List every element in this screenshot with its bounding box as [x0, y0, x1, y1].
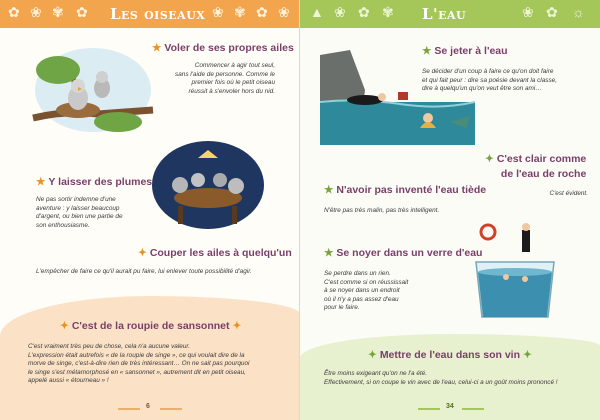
heading-y-laisser-des-plumes: ★ Y laisser des plumes	[36, 176, 153, 188]
heading-clair-comme-eau-de-roche: ✦ C'est clair comme de l'eau de roche	[485, 153, 587, 180]
star-icon: ★	[324, 247, 334, 259]
bird-nest-illustration	[28, 40, 158, 140]
bird-icon: ❀	[212, 4, 224, 20]
page-number-rule	[418, 408, 440, 410]
right-page-number: 34	[446, 403, 454, 410]
card-table-illustration	[150, 140, 265, 230]
heading-se-jeter-a-l-eau: ★ Se jeter à l'eau	[422, 45, 508, 57]
left-header-band	[0, 0, 300, 28]
right-header-band	[300, 0, 600, 28]
glass-of-water-illustration	[470, 222, 560, 322]
text-couper-les-ailes: L'empêcher de faire ce qu'il aurait pu faire, lui enlever toute possibilité d'agir.	[36, 268, 252, 275]
page-number-rule	[118, 408, 140, 410]
text-se-noyer-dans-un-verre: Se perdre dans un rien. C'est comme si on réussissait à se noyer dans un endroit où il n'y a pas assez d'eau pour le faire.	[324, 270, 409, 312]
diving-illustration	[320, 50, 475, 145]
island-icon: ❀	[522, 4, 534, 20]
tree-icon: ▲	[310, 4, 324, 20]
text-clair-comme-eau-de-roche: C'est évident.	[549, 190, 588, 197]
sun-icon: ☼	[572, 4, 585, 20]
sparkle-icon: ✦	[368, 349, 377, 361]
text-se-jeter-a-l-eau: Se décider d'un coup à faire ce qu'on doit faire et qui fait peur : dire sa poésie devant la classe, dire à quelqu'un qu'on veut être son ami…	[422, 68, 557, 93]
text-roupie-de-sansonnet: C'est vraiment très peu de chose, cela n'a aucune valeur. L'expression était autrefois « de la roupie de singe », ce qui voulait dire de la morve de singe, c'est-à-dire rien de très intéressant… On ne sait pas pourquoi le singe s'est métamorphosé en « sansonnet », autrement dit en petit oiseau, appelé aussi « étourneau » !	[28, 343, 250, 385]
text-eau-tiede: N'être pas très malin, pas très intelligent.	[324, 207, 440, 214]
star-icon: ★	[422, 45, 432, 57]
heading-voler-de-ses-propres-ailes: ★ Voler de ses propres ailes	[152, 42, 294, 54]
heading-couper-les-ailes: ✦ Couper les ailes à quelqu'un	[138, 247, 292, 259]
fish-icon: ❀	[334, 4, 346, 20]
leaf-icon: ❀	[30, 4, 42, 20]
grass-icon: ✿	[358, 4, 370, 20]
star-icon: ★	[152, 42, 162, 54]
right-page-title: L'eau	[422, 5, 467, 23]
sparkle-icon: ✦	[232, 320, 242, 332]
heading-eau-tiede: ★ N'avoir pas inventé l'eau tiède	[324, 184, 487, 196]
star-icon: ★	[324, 184, 334, 196]
water-icon: ✾	[382, 4, 394, 20]
heading-roupie-de-sansonnet: ✦ C'est de la roupie de sansonnet ✦	[60, 320, 242, 332]
right-page	[300, 0, 600, 420]
heading-eau-dans-son-vin: ✦ Mettre de l'eau dans son vin ✦	[368, 349, 532, 361]
left-page-title: Les oiseaux	[110, 5, 206, 23]
sparkle-icon: ✦	[60, 320, 69, 332]
cat-icon: ✿	[76, 4, 88, 20]
text-eau-dans-son-vin: Être moins exigeant qu'on ne l'a été. Effectivement, si on coupe le vin avec de l'eau, celui-ci a un goût moins prononcé !	[324, 370, 558, 386]
heading-se-noyer-dans-un-verre: ★ Se noyer dans un verre d'eau	[324, 247, 483, 259]
left-page-number: 6	[146, 403, 150, 410]
bird-icon: ✿	[8, 4, 20, 20]
text-y-laisser-des-plumes: Ne pas sortir indemne d'une aventure : y laisser beaucoup d'argent, ou bien une partie de son enthousiasme.	[36, 196, 123, 229]
squirrel-icon: ✿	[256, 4, 268, 20]
page-number-rule	[462, 408, 484, 410]
palm-icon: ✿	[546, 4, 558, 20]
squirrel-icon: ✾	[52, 4, 64, 20]
page-number-rule	[160, 408, 182, 410]
star-icon: ★	[36, 176, 46, 188]
snail-icon: ❀	[278, 4, 290, 20]
sparkle-icon: ✦	[485, 153, 494, 165]
text-voler-de-ses-propres-ailes: Commencer à agir tout seul, sans l'aide de personne. Comme le premier fois où le petit oiseau réussit à s'envoler hors du nid.	[175, 62, 275, 95]
sparkle-icon: ✦	[138, 247, 147, 259]
sparkle-icon: ✦	[523, 349, 532, 361]
leaf-icon: ✾	[234, 4, 246, 20]
